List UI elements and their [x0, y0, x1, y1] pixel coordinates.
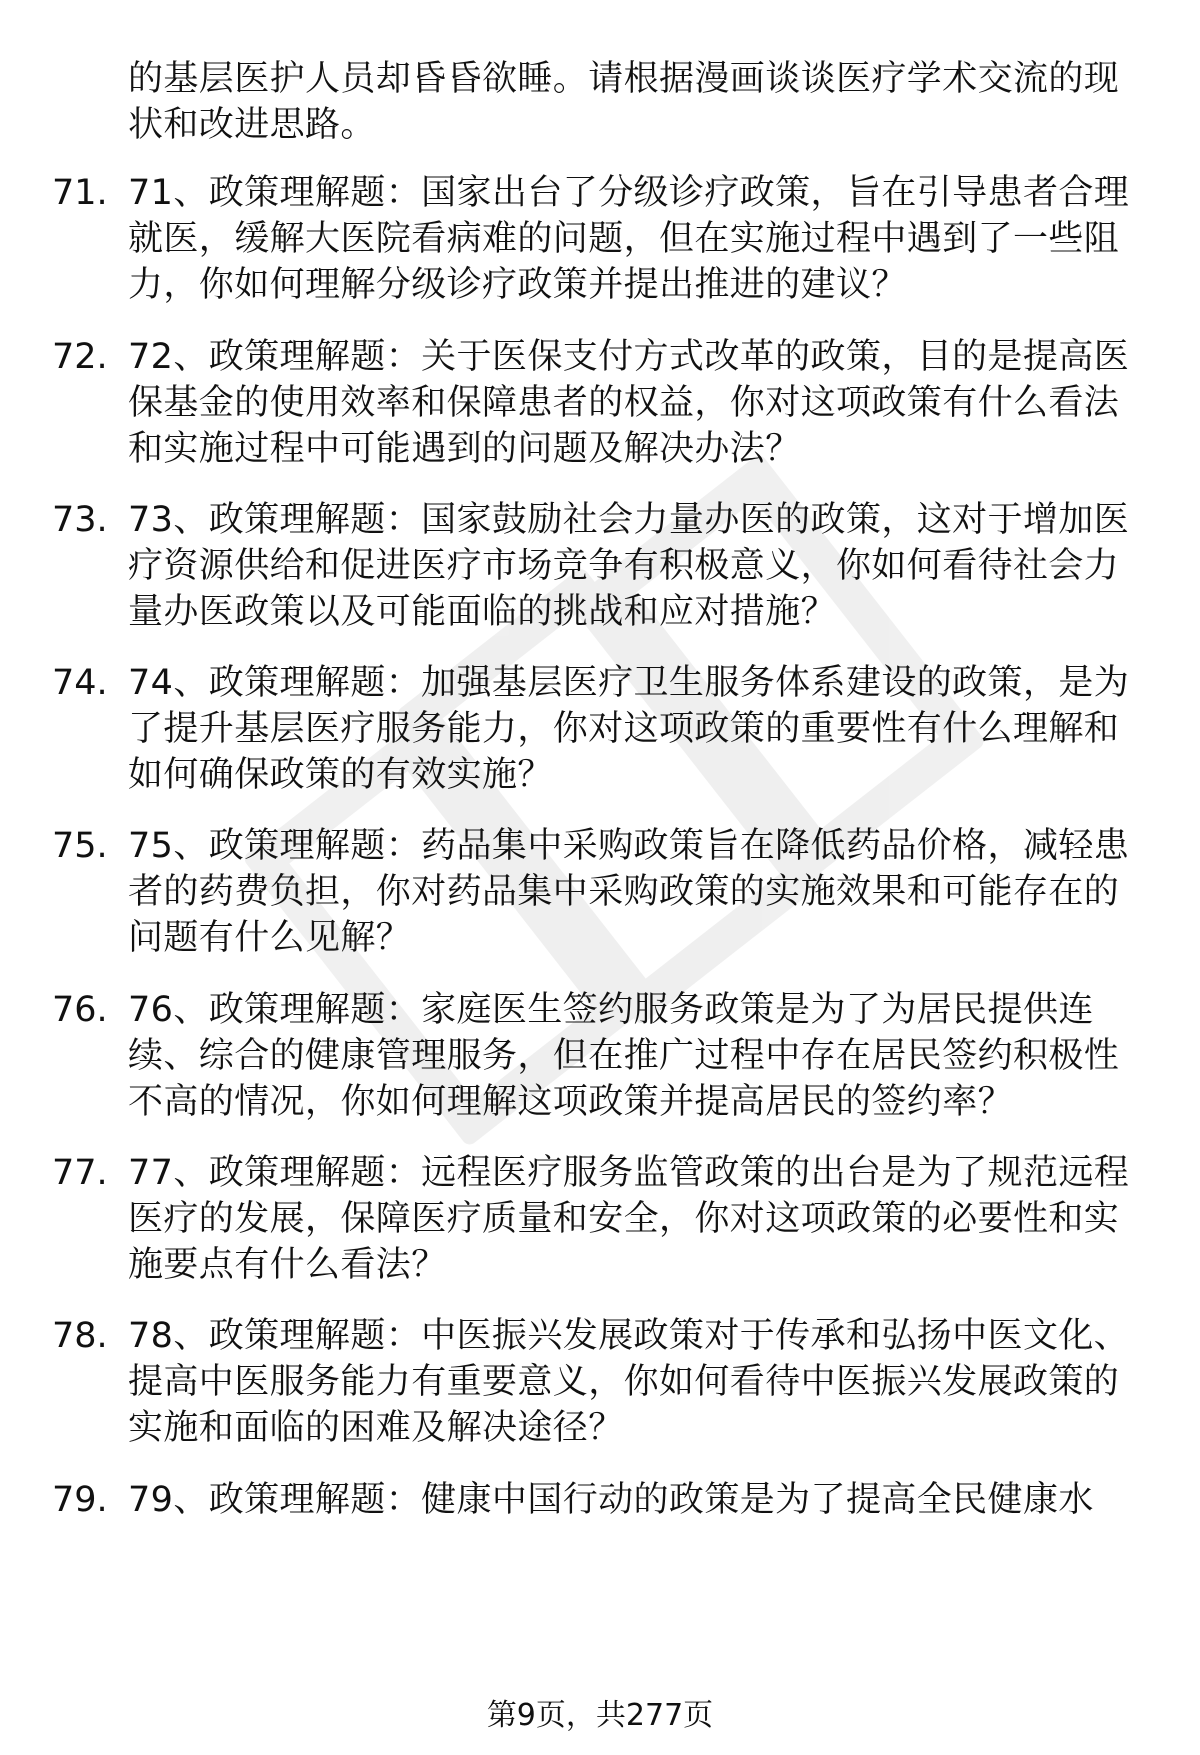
question-number: 74. — [52, 663, 108, 703]
page-footer: 第9页，共277页 — [486, 1698, 714, 1733]
intro-line: 的基层医护人员却昏昏欲睡。请根据漫画谈谈医疗学术交流的现 — [128, 59, 1120, 99]
question-line: 疗资源供给和促进医疗市场竞争有积极意义，你如何看待社会力 — [128, 546, 1120, 586]
question-line: 77、政策理解题：远程医疗服务监管政策的出台是为了规范远程 — [128, 1153, 1130, 1193]
question-line: 了提升基层医疗服务能力，你对这项政策的重要性有什么理解和 — [128, 709, 1120, 749]
question-line: 78、政策理解题：中医振兴发展政策对于传承和弘扬中医文化、 — [128, 1316, 1130, 1356]
intro-line: 状和改进思路。 — [128, 105, 376, 145]
question-number: 79. — [52, 1480, 108, 1520]
question-line: 和实施过程中可能遇到的问题及解决办法？ — [128, 429, 801, 469]
question-number: 76. — [52, 990, 108, 1030]
question-line: 施要点有什么看法？ — [128, 1245, 447, 1285]
question-line: 76、政策理解题：家庭医生签约服务政策是为了为居民提供连 — [128, 990, 1094, 1030]
question-line: 者的药费负担，你对药品集中采购政策的实施效果和可能存在的 — [128, 872, 1120, 912]
question-number: 77. — [52, 1153, 108, 1193]
question-line: 79、政策理解题：健康中国行动的政策是为了提高全民健康水 — [128, 1480, 1094, 1520]
question-line: 75、政策理解题：药品集中采购政策旨在降低药品价格，减轻患 — [128, 826, 1130, 866]
question-number: 75. — [52, 826, 108, 866]
question-number: 71. — [52, 173, 108, 213]
question-number: 78. — [52, 1316, 108, 1356]
question-line: 71、政策理解题：国家出台了分级诊疗政策，旨在引导患者合理 — [128, 173, 1130, 213]
question-line: 74、政策理解题：加强基层医疗卫生服务体系建设的政策，是为 — [128, 663, 1130, 703]
question-line: 续、综合的健康管理服务，但在推广过程中存在居民签约积极性 — [128, 1036, 1120, 1076]
question-line: 实施和面临的困难及解决途径？ — [128, 1408, 624, 1448]
question-line: 不高的情况，你如何理解这项政策并提高居民的签约率？ — [128, 1082, 1014, 1122]
question-line: 73、政策理解题：国家鼓励社会力量办医的政策，这对于增加医 — [128, 500, 1130, 540]
question-line: 就医，缓解大医院看病难的问题，但在实施过程中遇到了一些阻 — [128, 219, 1120, 259]
question-line: 问题有什么见解？ — [128, 918, 412, 958]
question-line: 力，你如何理解分级诊疗政策并提出推进的建议？ — [128, 265, 907, 305]
question-line: 如何确保政策的有效实施？ — [128, 755, 553, 795]
question-number: 73. — [52, 500, 108, 540]
question-line: 72、政策理解题：关于医保支付方式改革的政策，目的是提高医 — [128, 337, 1130, 377]
question-number: 72. — [52, 337, 108, 377]
question-line: 量办医政策以及可能面临的挑战和应对措施？ — [128, 592, 837, 632]
question-line: 医疗的发展，保障医疗质量和安全，你对这项政策的必要性和实 — [128, 1199, 1120, 1239]
question-line: 提高中医服务能力有重要意义，你如何看待中医振兴发展政策的 — [128, 1362, 1120, 1402]
question-line: 保基金的使用效率和保障患者的权益，你对这项政策有什么看法 — [128, 383, 1120, 423]
